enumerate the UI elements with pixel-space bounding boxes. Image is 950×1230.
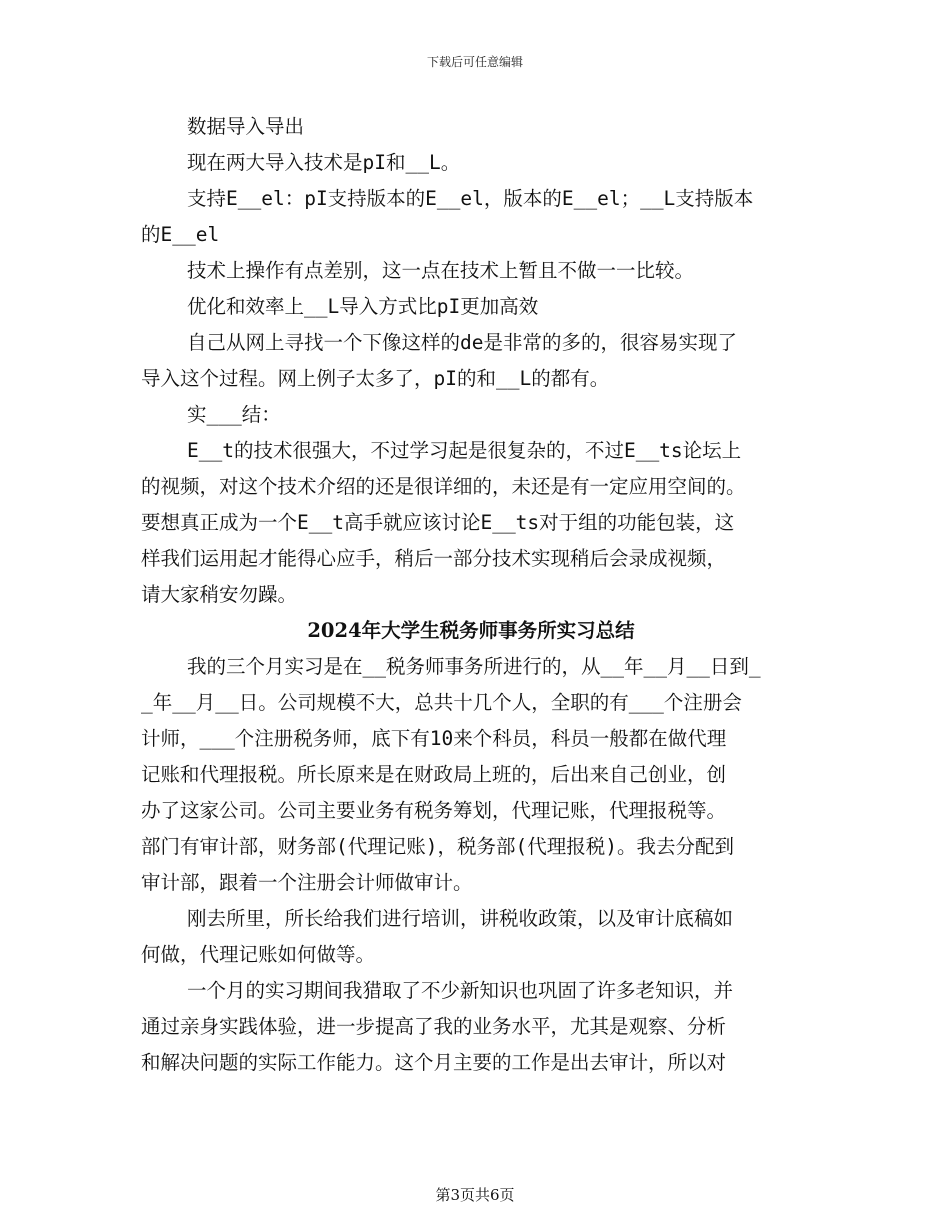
text-line: 刚去所里，所长给我们进行培训，讲税收政策，以及审计底稿如 — [187, 907, 734, 930]
text-line: 数据导入导出 — [187, 115, 305, 138]
text-line: 计师，___个注册税务师，底下有10来个科员，科员一般都在做代理 — [141, 727, 727, 750]
text-line: _年__月__日。公司规模不大，总共十几个人，全职的有___个注册会 — [141, 691, 742, 714]
text-line: 请大家稍安勿躁。 — [141, 583, 298, 606]
text-line: 通过亲身实践体验，进一步提高了我的业务水平，尤其是观察、分析 — [141, 1015, 727, 1038]
text-line: 的E__el — [141, 223, 220, 246]
text-line: 一个月的实习期间我猎取了不少新知识也巩固了许多老知识，并 — [187, 979, 734, 1002]
text-line: 实___结： — [187, 403, 281, 426]
document-body — [141, 109, 801, 1081]
text-line: 和解决问题的实际工作能力。这个月主要的工作是出去审计，所以对 — [141, 1051, 727, 1074]
text-line: 记账和代理报税。所长原来是在财政局上班的，后出来自己创业，创 — [141, 763, 727, 786]
page-footer: 第3页共6页 — [435, 1186, 515, 1204]
text-line: 样我们运用起才能得心应手，稍后一部分技术实现稍后会录成视频， — [141, 547, 727, 570]
text-line: 审计部，跟着一个注册会计师做审计。 — [141, 871, 473, 894]
text-line: 部门有审计部，财务部(代理记账)，税务部(代理报税)。我去分配到 — [141, 835, 734, 858]
text-line: 何做，代理记账如何做等。 — [141, 943, 376, 966]
text-line: 技术上操作有点差别，这一点在技术上暂且不做一一比较。 — [187, 259, 695, 282]
section-title: 2024年大学生税务师事务所实习总结 — [307, 619, 635, 642]
text-line: 支持E__el：pI支持版本的E__el，版本的E__el；__L支持版本 — [187, 187, 754, 210]
text-line: 我的三个月实习是在__税务师事务所进行的，从__年__月__日到_ — [187, 655, 761, 678]
page-header: 下载后可任意编辑 — [426, 55, 523, 69]
text-line: 要想真正成为一个E__t高手就应该讨论E__ts对于组的功能包装，这 — [141, 511, 735, 534]
text-line: 优化和效率上__L导入方式比pI更加高效 — [187, 295, 539, 318]
text-line: 自己从网上寻找一个下像这样的de是非常的多的，很容易实现了 — [187, 331, 737, 354]
text-line: 的视频，对这个技术介绍的还是很详细的，未还是有一定应用空间的。 — [141, 475, 746, 498]
text-line: 现在两大导入技术是pI和__L。 — [187, 151, 461, 174]
text-line: 导入这个过程。网上例子太多了，pI的和__L的都有。 — [141, 367, 610, 390]
text-line: E__t的技术很强大，不过学习起是很复杂的，不过E__ts论坛上 — [187, 439, 742, 462]
text-line: 办了这家公司。公司主要业务有税务筹划，代理记账，代理报税等。 — [141, 799, 727, 822]
